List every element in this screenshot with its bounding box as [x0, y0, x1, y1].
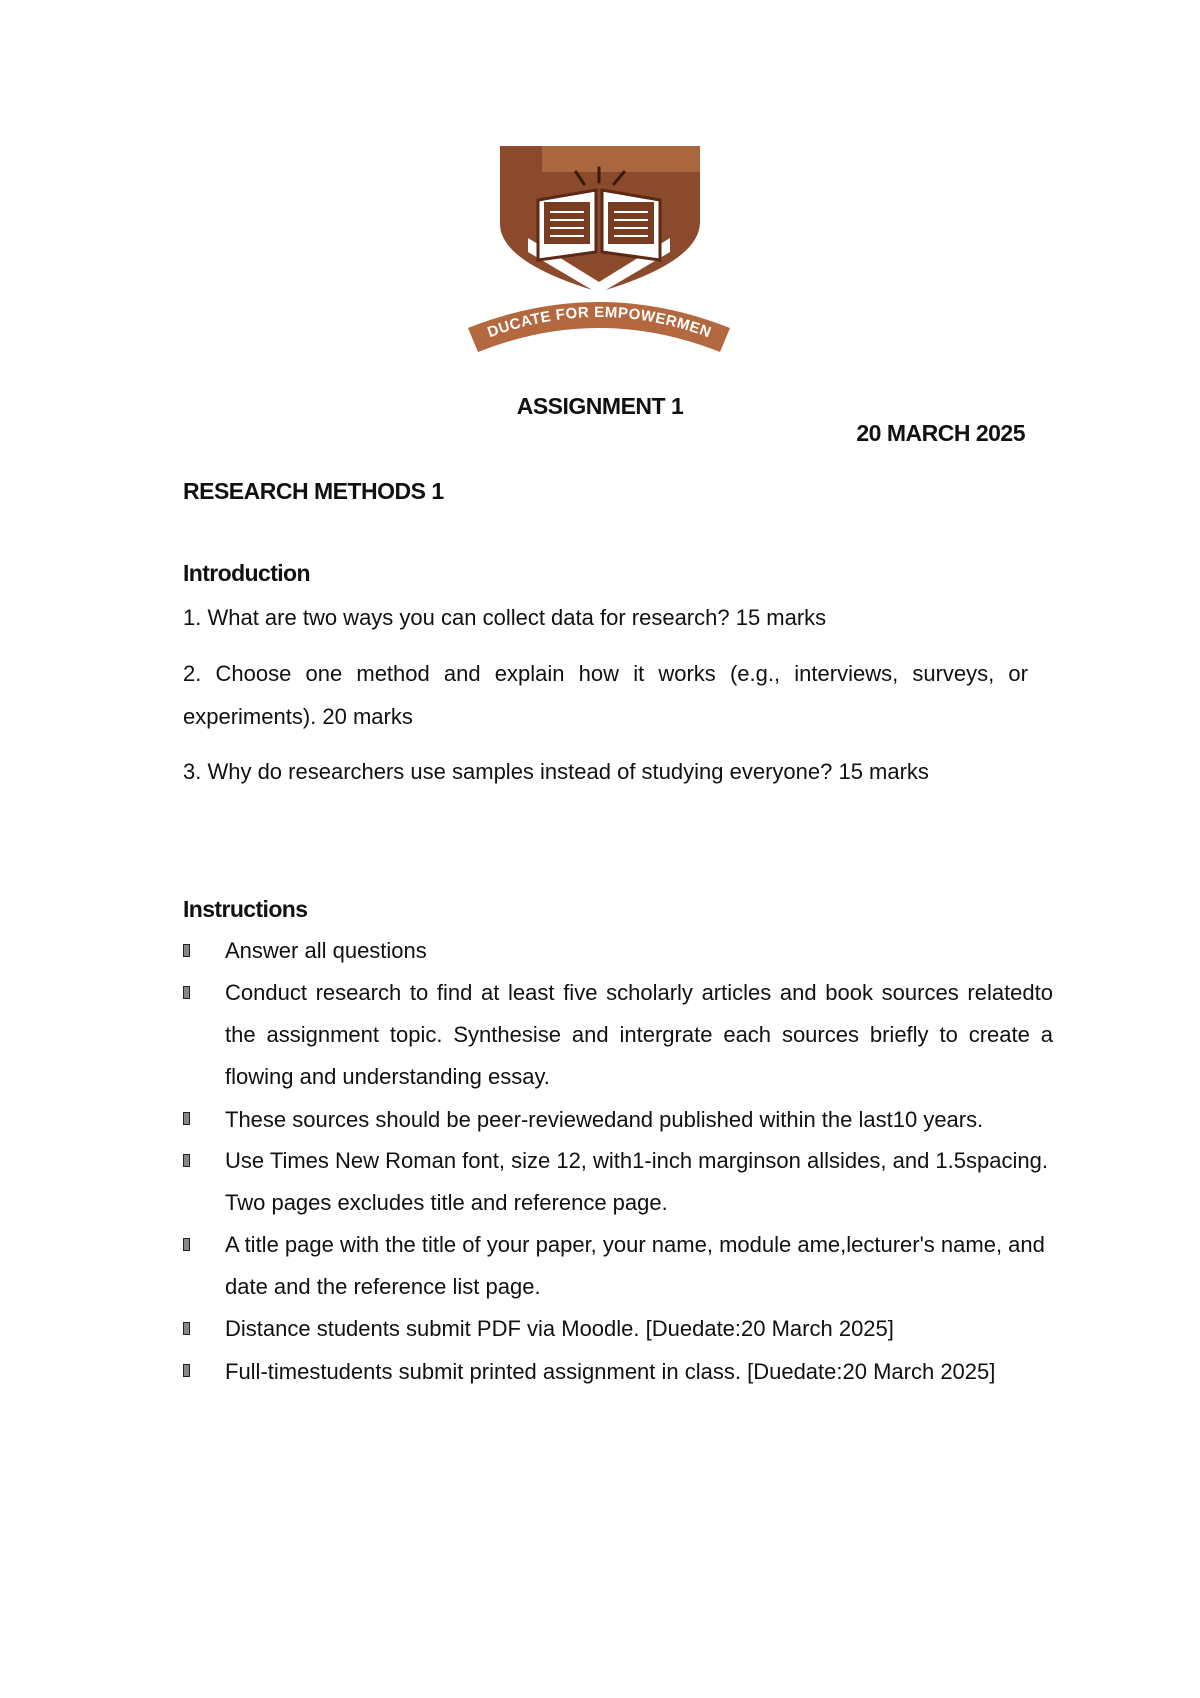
bullet-icon: [183, 986, 190, 999]
instructions-list: [183, 930, 1053, 1392]
bullet-icon: [183, 1112, 190, 1125]
logo-motto: DUCATE FOR EMPOWERMEN: [485, 303, 714, 342]
list-item: Answer all questions: [183, 930, 1053, 972]
bullet-icon: [183, 944, 190, 957]
list-item: A title page with the title of your paper, your name, module ame,lecturer's name, and date and the reference list page.: [183, 1224, 1053, 1308]
list-item: Use Times New Roman font, size 12, with1-inch marginson allsides, and 1.5spacing. Two pages excludes title and reference page.: [183, 1140, 1053, 1224]
question-2: 2. Choose one method and explain how it works (e.g., interviews, surveys, or experiments). 20 marks: [183, 661, 1028, 729]
list-item: Distance students submit PDF via Moodle. [Duedate:20 March 2025]: [183, 1308, 1053, 1350]
bullet-icon: [183, 1364, 190, 1377]
assignment-date: 20 MARCH 2025: [856, 420, 1025, 446]
instructions-heading: Instructions: [183, 896, 308, 922]
bullet-icon: [183, 1154, 190, 1167]
university-crest-icon: [458, 142, 740, 364]
introduction-heading: Introduction: [183, 560, 310, 586]
list-item: Conduct research to find at least five scholarly articles and book sources relatedto the assignment topic. Synthesise and intergrate each sources briefly to create a flowing and understanding essay.: [183, 972, 1053, 1098]
course-title: RESEARCH METHODS 1: [183, 478, 444, 504]
question-1: 1. What are two ways you can collect data for research? 15 marks: [183, 605, 827, 630]
list-item: Full-timestudents submit printed assignment in class. [Duedate:20 March 2025]: [183, 1350, 1053, 1392]
bullet-icon: [183, 1322, 190, 1335]
assignment-title: ASSIGNMENT 1: [516, 393, 684, 419]
list-item: These sources should be peer-reviewedand published within the last10 years.: [183, 1098, 1053, 1140]
question-3: 3. Why do researchers use samples instead of studying everyone? 15 marks: [183, 759, 929, 784]
bullet-icon: [183, 1238, 190, 1251]
